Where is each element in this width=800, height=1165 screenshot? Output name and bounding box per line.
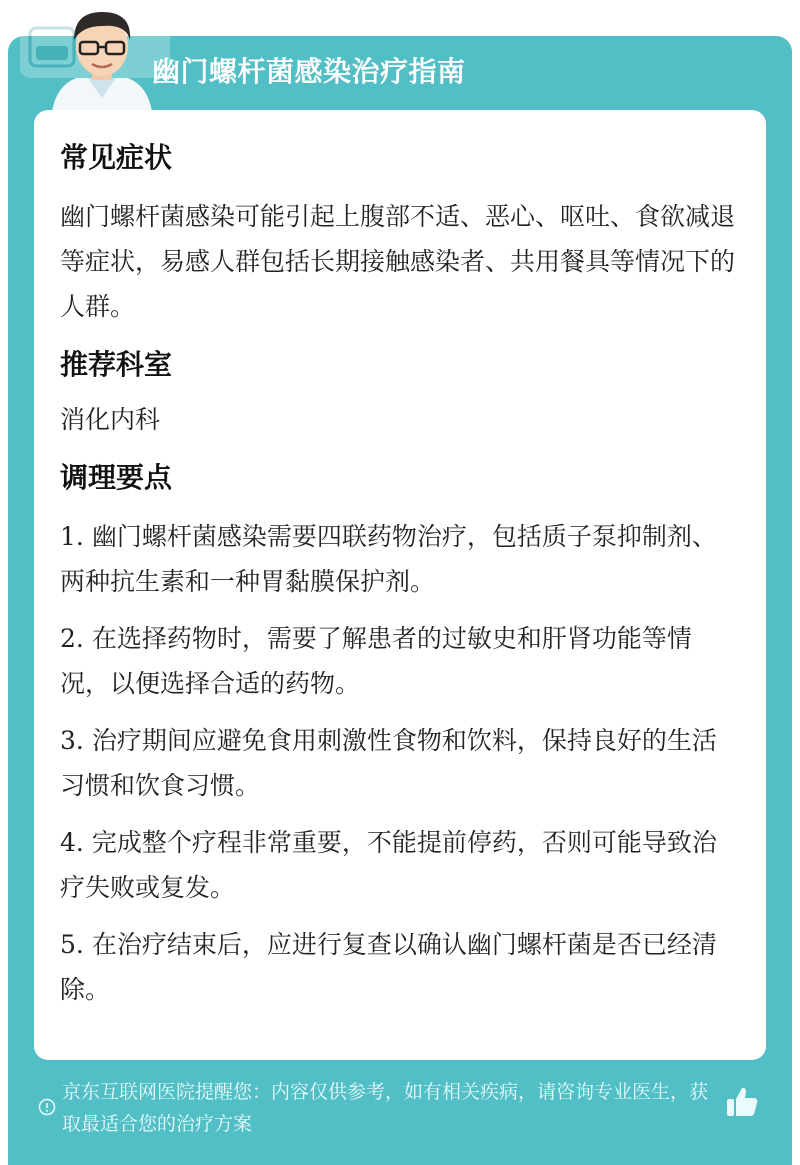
list-item: 1. 幽门螺杆菌感染需要四联药物治疗，包括质子泵抑制剂、两种抗生素和一种胃黏膜保护剂。 bbox=[60, 522, 717, 596]
doctor-avatar-icon bbox=[46, 6, 158, 112]
list-item: 4. 完成整个疗程非常重要，不能提前停药，否则可能导致治疗失败或复发。 bbox=[60, 828, 717, 902]
department-heading: 推荐科室 bbox=[60, 348, 173, 381]
thumbs-up-icon[interactable] bbox=[724, 1084, 760, 1120]
info-icon bbox=[38, 1098, 56, 1116]
list-item: 3. 治疗期间应避免食用刺激性食物和饮料，保持良好的生活习惯和饮食习惯。 bbox=[60, 726, 717, 800]
care-heading: 调理要点 bbox=[60, 461, 173, 494]
page-title: 幽门螺杆菌感染治疗指南 bbox=[152, 55, 466, 88]
content-card bbox=[34, 110, 766, 1060]
care-list bbox=[60, 514, 740, 1012]
list-item: 5. 在治疗结束后，应进行复查以确认幽门螺杆菌是否已经清除。 bbox=[60, 930, 717, 1004]
list-item: 2. 在选择药物时，需要了解患者的过敏史和肝肾功能等情况，以便选择合适的药物。 bbox=[60, 624, 692, 698]
symptoms-text: 幽门螺杆菌感染可能引起上腹部不适、恶心、呕吐、食欲减退等症状，易感人群包括长期接触感染者、共用餐具等情况下的人群。 bbox=[60, 202, 736, 321]
symptoms-heading: 常见症状 bbox=[60, 141, 173, 174]
disclaimer-text: 京东互联网医院提醒您：内容仅供参考，如有相关疾病，请咨询专业医生，获取最适合您的治疗方案 bbox=[62, 1081, 709, 1135]
department-text: 消化内科 bbox=[60, 405, 161, 434]
